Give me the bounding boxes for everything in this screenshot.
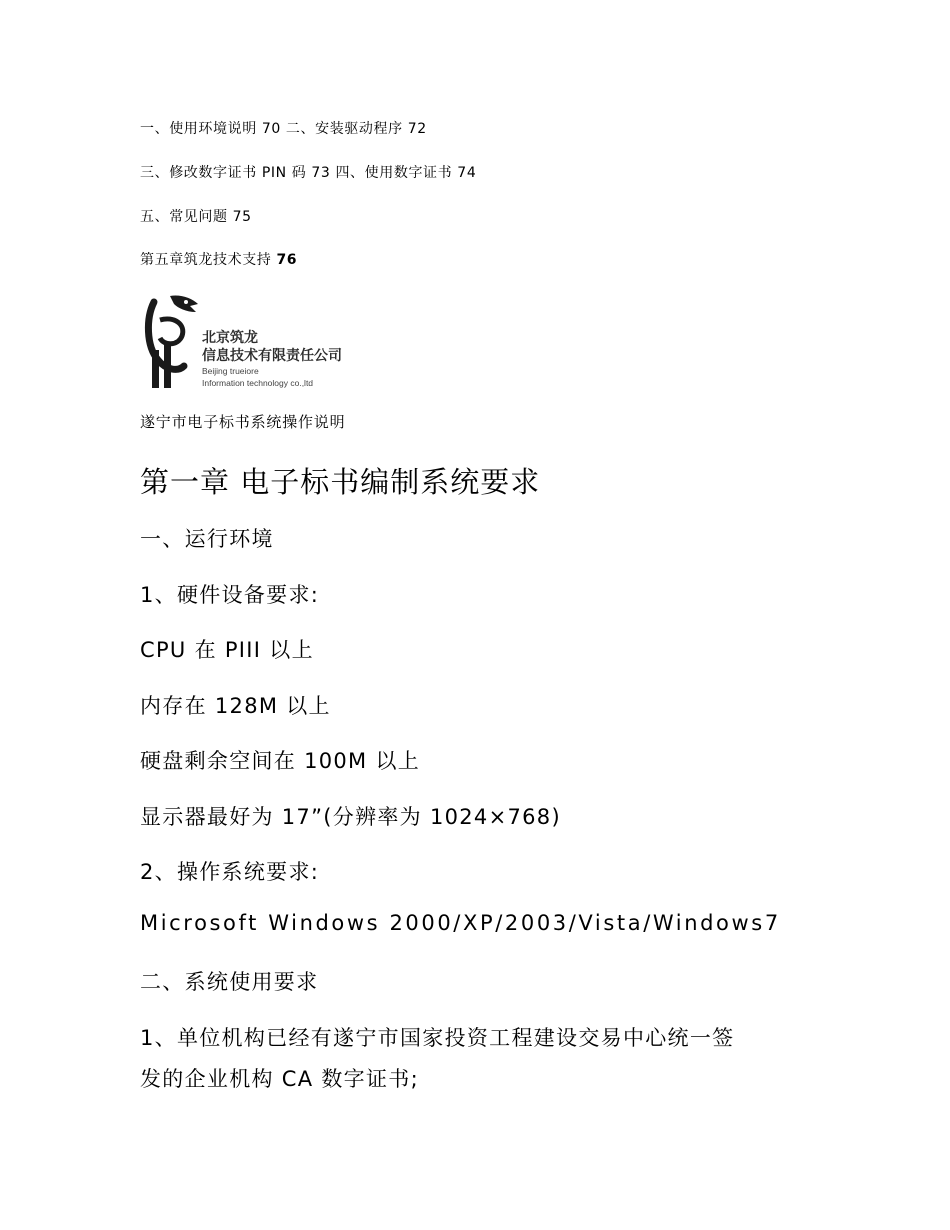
logo-name-line-2: 信息技术有限责任公司 xyxy=(202,348,342,364)
logo-english-line-2: Information technology co.,ltd xyxy=(202,378,314,388)
logo-name-line-1: 北京筑龙 xyxy=(202,330,258,346)
hardware-item-disk: 硬盘剩余空间在 100M 以上 xyxy=(140,749,421,773)
document-caption: 遂宁市电子标书系统操作说明 xyxy=(140,413,346,431)
toc-chapter-label: 第五章筑龙技术支持 xyxy=(140,252,277,268)
logo-english-line-1: Beijing trueiore xyxy=(202,366,259,376)
os-value: Microsoft Windows 2000/XP/2003/Vista/Windows7 xyxy=(140,911,781,935)
hardware-heading: 1、硬件设备要求: xyxy=(140,583,320,607)
chapter-title: 第一章 电子标书编制系统要求 xyxy=(140,465,541,499)
os-heading: 2、操作系统要求: xyxy=(140,860,320,884)
section-2-heading: 二、系统使用要求 xyxy=(140,970,319,994)
hardware-item-cpu: CPU 在 PIII 以上 xyxy=(140,638,314,662)
toc-line-1: 一、使用环境说明 70 二、安装驱动程序 72 xyxy=(140,121,427,137)
toc-line-3: 五、常见问题 75 xyxy=(140,209,252,225)
requirement-item-1-line-2: 发的企业机构 CA 数字证书; xyxy=(140,1067,419,1091)
hardware-item-memory: 内存在 128M 以上 xyxy=(140,694,331,718)
hardware-item-display: 显示器最好为 17”(分辨率为 1024×768) xyxy=(140,805,561,829)
toc-line-4 xyxy=(140,249,297,269)
requirement-item-1-line-1: 1、单位机构已经有遂宁市国家投资工程建设交易中心统一签 xyxy=(140,1026,735,1050)
dragon-emblem-icon xyxy=(148,295,198,388)
toc-chapter-page: 76 xyxy=(276,252,298,268)
toc-line-2: 三、修改数字证书 PIN 码 73 四、使用数字证书 74 xyxy=(140,165,477,181)
section-1-heading: 一、运行环境 xyxy=(140,527,274,551)
company-logo xyxy=(140,290,380,392)
